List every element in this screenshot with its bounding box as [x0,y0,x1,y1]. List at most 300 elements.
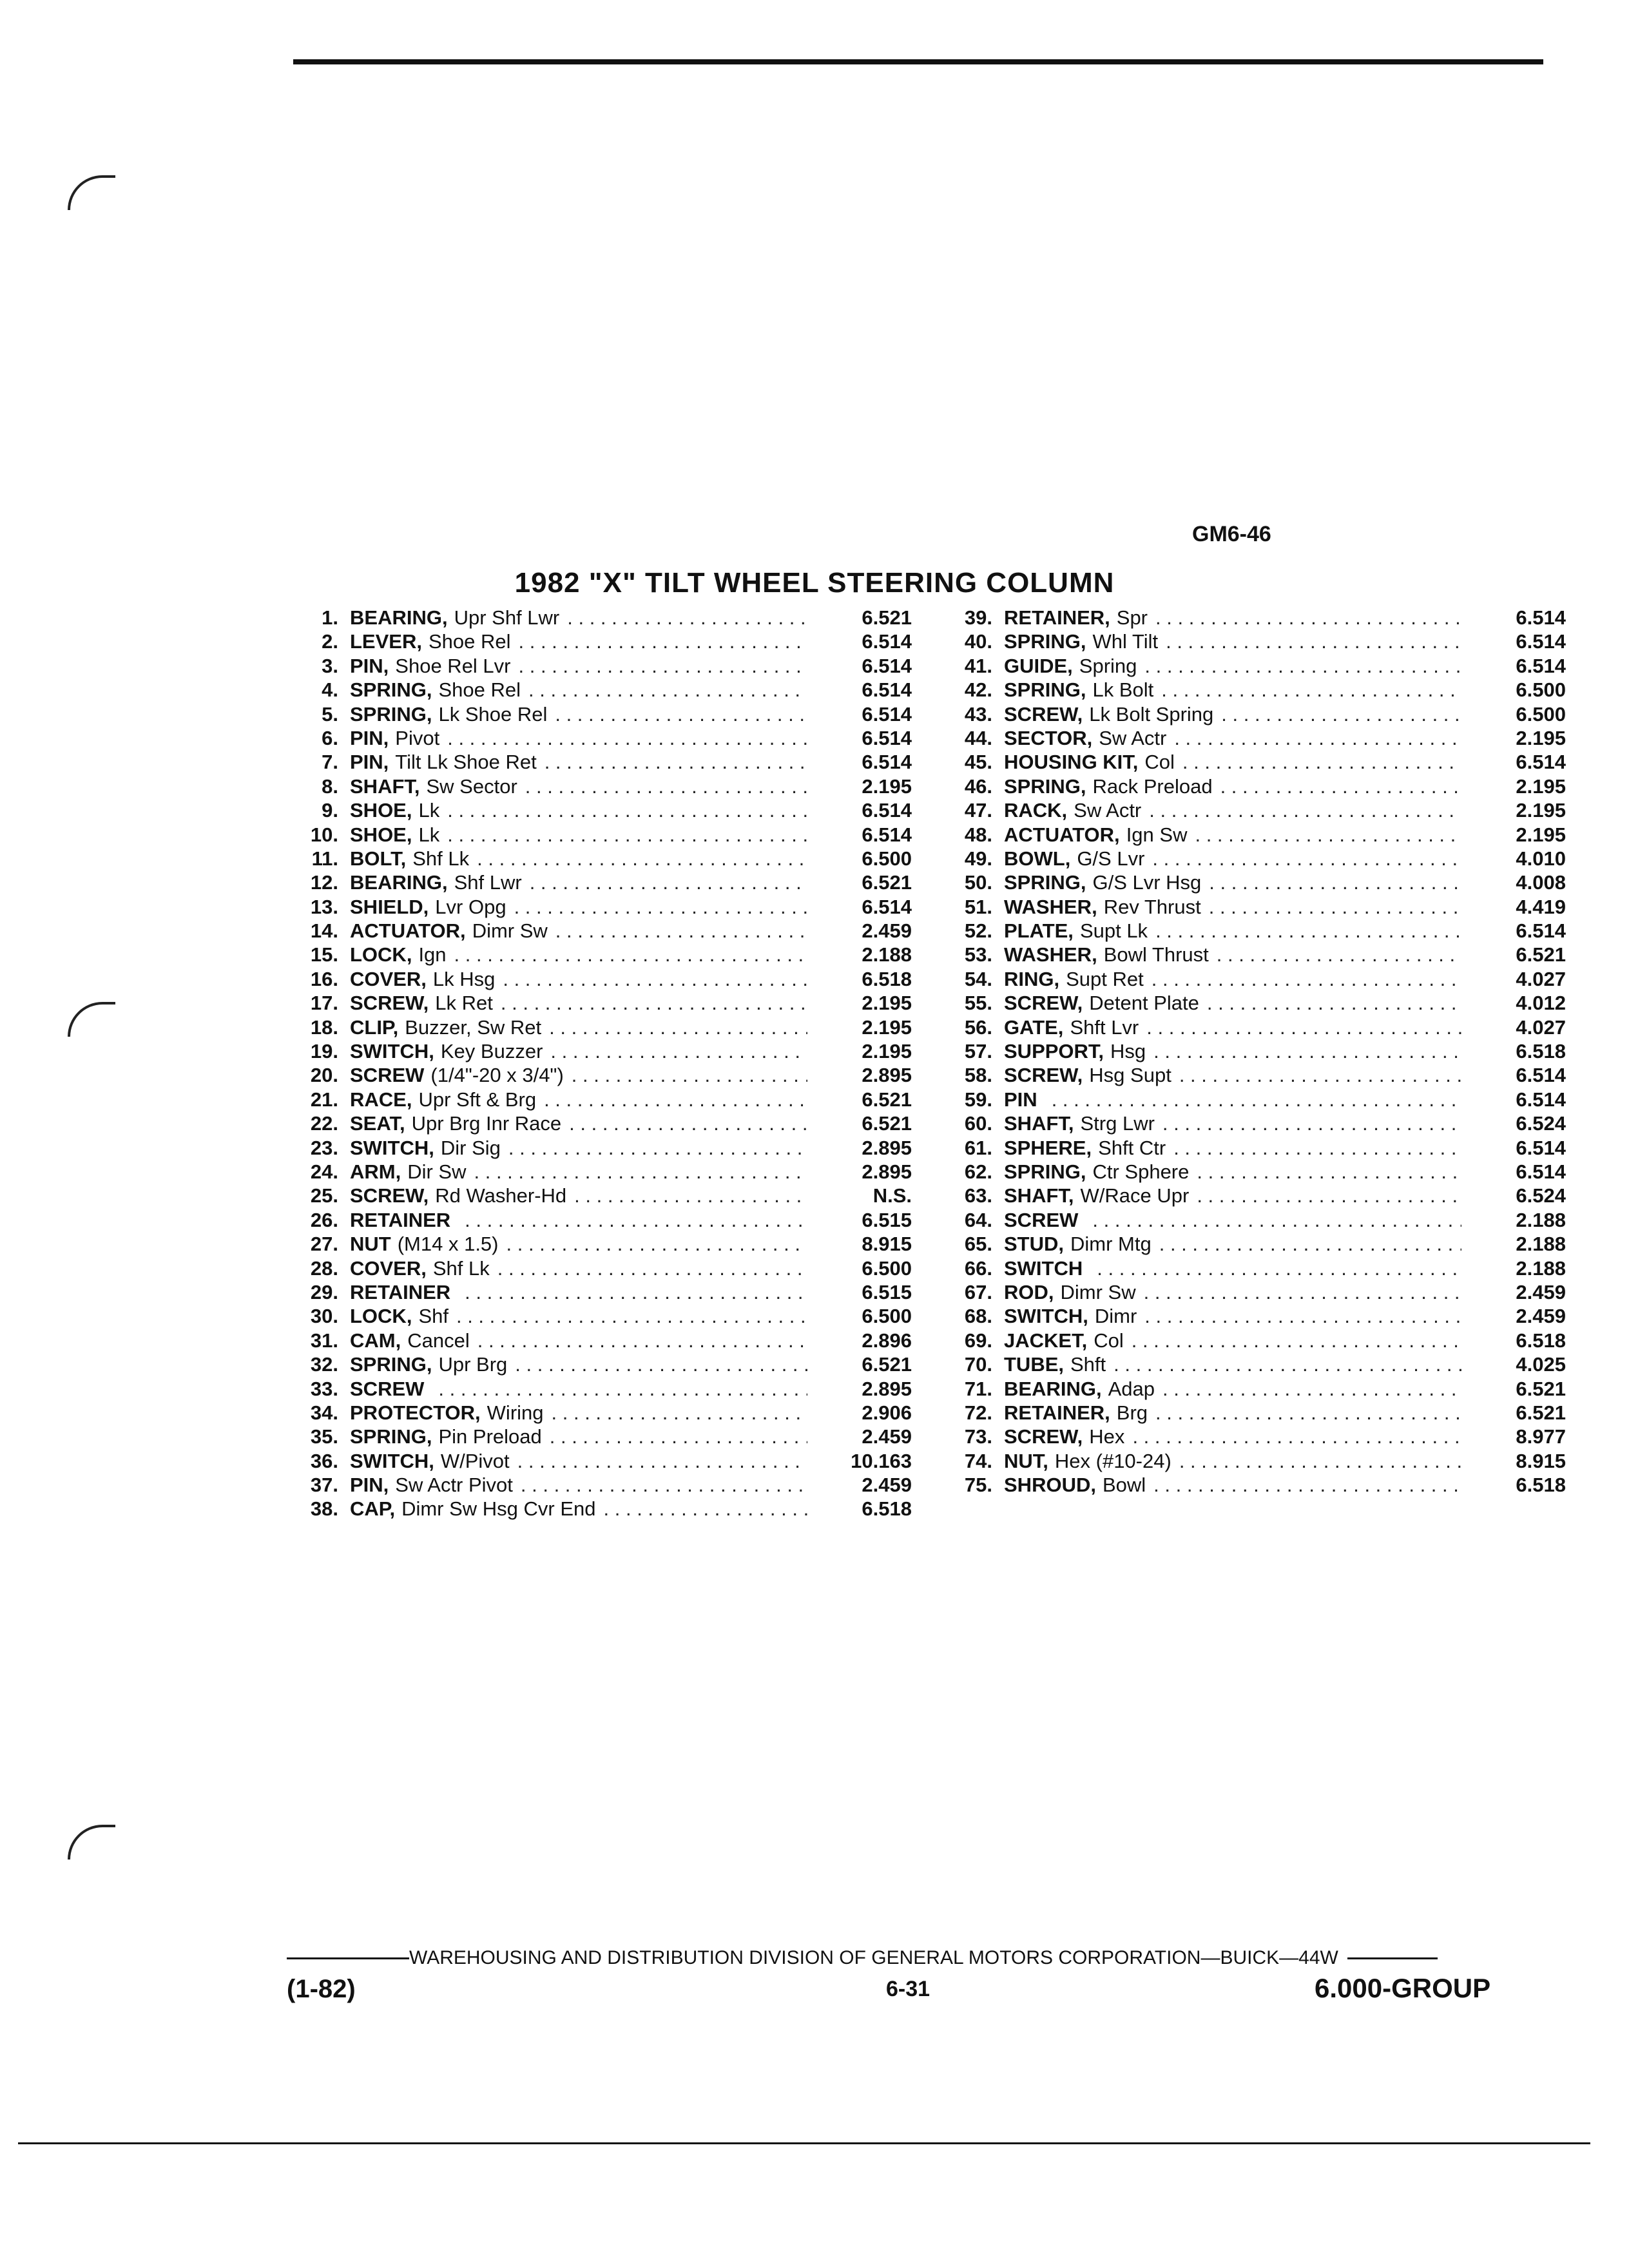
part-number: 34. [310,1401,338,1424]
group-number: 6.521 [1516,943,1566,966]
dot-leader [555,919,807,943]
part-row [287,1136,912,1160]
part-description: Shoe Rel Lvr [395,654,511,677]
part-row [941,726,1566,750]
group-number: 2.459 [1516,1305,1566,1328]
part-name: LOCK, [350,943,412,966]
group-number: 6.500 [862,1305,912,1328]
part-description: Whl Tilt [1092,630,1159,653]
part-row [941,606,1566,629]
part-row [287,1329,912,1352]
part-row [941,1377,1566,1401]
group-number: 4.010 [1516,847,1566,870]
part-row [941,1304,1566,1328]
group-number: 2.906 [862,1401,912,1424]
part-row [287,1401,912,1425]
group-number: 6.518 [1516,1040,1566,1063]
part-name: SWITCH, [350,1449,434,1472]
dot-leader [1197,1160,1461,1184]
part-number: 19. [310,1040,338,1063]
part-row [941,1232,1566,1256]
part-number: 3. [322,654,338,677]
dot-leader [1153,1473,1461,1497]
part-description: Shf Lk [432,1256,490,1280]
part-row [941,1160,1566,1184]
part-number: 48. [964,823,992,846]
part-number: 45. [964,751,992,774]
group-number: 6.500 [862,847,912,870]
dot-leader [1197,1184,1461,1207]
part-number: 52. [964,919,992,943]
dot-leader [1155,919,1461,943]
part-number: 27. [310,1233,338,1256]
part-number: 38. [310,1497,338,1521]
part-description: Lk [418,799,440,822]
part-name: CAP, [350,1497,396,1521]
part-description: Dir Sw [407,1160,467,1183]
group-number: 6.514 [862,678,912,702]
part-description: Lk Shoe Rel [438,702,548,726]
part-number: 63. [964,1184,992,1207]
dot-leader [572,1063,807,1087]
dot-leader [1166,629,1461,653]
part-number: 68. [964,1305,992,1328]
dot-leader [569,1111,807,1135]
dot-leader [1162,1377,1461,1401]
part-description: Lvr Opg [435,895,506,918]
dot-leader [447,798,807,822]
part-name: SCREW, [1004,1425,1083,1448]
part-description: Dimr Sw [1060,1280,1136,1303]
part-number: 16. [310,967,338,990]
group-number: 2.195 [1516,774,1566,798]
part-description: Dimr Mtg [1070,1233,1152,1256]
part-number: 23. [310,1136,338,1159]
part-number: 57. [964,1040,992,1063]
group-number: 2.895 [862,1064,912,1087]
part-row [941,1015,1566,1039]
part-name: PIN, [350,654,389,677]
part-row [941,654,1566,678]
part-row [941,1473,1566,1497]
dot-leader [1153,1039,1461,1063]
part-description: Pivot [395,726,440,749]
dot-leader [1149,798,1461,822]
part-description: Lk Hsg [432,967,496,990]
part-number: 8. [322,774,338,798]
part-description: Lk Bolt [1092,678,1154,702]
part-name: SPRING, [1004,630,1086,653]
part-row [287,1015,912,1039]
dot-leader [1174,726,1461,750]
part-number: 70. [964,1353,992,1376]
part-row [287,1256,912,1280]
dot-leader [567,606,807,629]
part-row [941,750,1566,774]
part-name: RETAINER, [1004,606,1110,629]
part-name: SPHERE, [1004,1136,1092,1159]
part-row [941,847,1566,870]
part-description: Ctr Sphere [1092,1160,1190,1183]
part-name: SCREW [1004,1208,1079,1231]
part-name: CAM, [350,1329,401,1352]
part-row [287,726,912,750]
part-description: Sw Actr [1074,799,1142,822]
part-description: W/Race Upr [1080,1184,1190,1207]
part-row [941,1352,1566,1376]
part-description: Lk Ret [435,992,493,1015]
part-row [941,798,1566,822]
part-row [941,1208,1566,1232]
part-name: SCREW [350,1064,425,1087]
group-number: 8.977 [1516,1425,1566,1448]
part-number: 25. [310,1184,338,1207]
dot-leader [525,774,807,798]
part-row [941,1088,1566,1111]
part-description: Hsg [1110,1040,1146,1063]
part-description: Ign [418,943,447,966]
part-row [287,1449,912,1473]
group-number: 6.518 [862,967,912,990]
part-number: 17. [310,992,338,1015]
part-number: 72. [964,1401,992,1424]
part-row [287,967,912,991]
footer-page-number: 6-31 [886,1977,930,2001]
group-number: 4.025 [1516,1353,1566,1376]
part-name: SPRING, [1004,774,1086,798]
part-number: 60. [964,1112,992,1135]
part-description: Bowl Thrust [1103,943,1209,966]
part-row [941,823,1566,847]
part-row [287,1352,912,1376]
group-number: 6.514 [1516,1064,1566,1087]
part-number: 64. [964,1208,992,1231]
part-number: 55. [964,992,992,1015]
dot-leader [474,1160,808,1184]
group-number: 6.514 [1516,630,1566,653]
part-description: Sw Sector [426,774,517,798]
part-row [941,1136,1566,1160]
part-number: 10. [310,823,338,846]
group-number: 2.895 [862,1160,912,1183]
part-name: PIN, [350,751,389,774]
part-name: STUD, [1004,1233,1064,1256]
part-description: Detent Plate [1089,992,1199,1015]
part-name: PIN, [350,726,389,749]
part-description: Col [1144,751,1175,774]
group-number: 2.188 [862,943,912,966]
dot-leader [456,1304,807,1328]
part-name: SPRING, [1004,871,1086,894]
part-description: Shft Ctr [1098,1136,1166,1159]
part-row [287,1425,912,1448]
part-number: 35. [310,1425,338,1448]
part-name: SUPPORT, [1004,1040,1104,1063]
group-number: 4.027 [1516,1015,1566,1039]
group-number: 2.188 [1516,1256,1566,1280]
part-name: BOLT, [350,847,407,870]
part-description: Shft [1070,1353,1106,1376]
group-number: 2.895 [862,1377,912,1400]
part-number: 62. [964,1160,992,1183]
part-row [287,1377,912,1401]
part-row [941,870,1566,894]
part-row [287,1160,912,1184]
group-number: 2.195 [1516,726,1566,749]
part-description: Shf [418,1305,448,1328]
footer-date: (1-82) [287,1975,356,2003]
page-code: GM6-46 [1192,522,1271,546]
dot-leader [508,1136,807,1160]
part-description: Shft Lvr [1070,1015,1139,1039]
group-number: 6.518 [1516,1474,1566,1497]
bottom-rule [18,2142,1590,2144]
parts-list-right [941,606,1566,1497]
part-description: Brg [1116,1401,1148,1424]
part-name: RETAINER [350,1280,451,1303]
part-number: 43. [964,702,992,726]
footer-division-line [287,1947,1511,1969]
dot-leader [1052,1088,1461,1111]
part-description: Dimr Sw [472,919,548,943]
dot-leader [1152,967,1461,991]
part-name: SCREW, [1004,702,1083,726]
footer-division: WAREHOUSING AND DISTRIBUTION DIVISION OF GENERAL MOTORS CORPORATION—BUICK—44W [409,1947,1338,1968]
group-number: 6.514 [1516,751,1566,774]
part-description: Strg Lwr [1080,1112,1155,1135]
part-name: JACKET, [1004,1329,1088,1352]
part-number: 2. [322,630,338,653]
part-name: ARM, [350,1160,401,1183]
part-number: 14. [310,919,338,943]
part-name: SWITCH, [350,1136,434,1159]
part-description: Supt Ret [1066,967,1144,990]
group-number: 6.521 [1516,1401,1566,1424]
part-row [287,1473,912,1497]
part-name: PIN [1004,1088,1037,1111]
part-description: Shoe Rel [438,678,521,702]
part-description: Supt Lk [1079,919,1148,943]
part-row [287,895,912,919]
part-name: HOUSING KIT, [1004,751,1139,774]
part-number: 56. [964,1015,992,1039]
footer-dash [287,1957,409,1959]
part-description: Buzzer, Sw Ret [405,1015,542,1039]
group-number: 10.163 [851,1449,912,1472]
part-description: Dimr Sw Hsg Cvr End [401,1497,596,1521]
part-name: RETAINER [350,1208,451,1231]
part-name: SWITCH [1004,1256,1083,1280]
part-number: 50. [964,871,992,894]
group-number: 6.521 [862,1112,912,1135]
group-number: 6.514 [862,630,912,653]
part-number: 41. [964,654,992,677]
part-description: Hex [1089,1425,1125,1448]
dot-leader [1207,991,1461,1015]
dot-leader [497,1256,807,1280]
part-number: 4. [322,678,338,702]
part-number: 46. [964,774,992,798]
part-name: SCREW, [1004,1064,1083,1087]
part-description: Rack Preload [1092,774,1213,798]
part-row [941,943,1566,966]
part-row [941,1425,1566,1448]
part-name: COVER, [350,1256,427,1280]
part-row [287,1088,912,1111]
dot-leader [506,1232,808,1256]
part-number: 1. [322,606,338,629]
parts-list-left [287,606,912,1521]
part-row [941,1329,1566,1352]
part-number: 9. [322,799,338,822]
dot-leader [447,726,807,750]
part-name: SHIELD, [350,895,429,918]
part-name: SHAFT, [1004,1184,1074,1207]
part-row [287,750,912,774]
part-row [941,1039,1566,1063]
part-row [287,943,912,966]
dot-leader [515,1352,807,1376]
part-number: 65. [964,1233,992,1256]
group-number: 6.514 [1516,654,1566,677]
dot-leader [517,1449,807,1473]
group-number: 2.896 [862,1329,912,1352]
part-number: 66. [964,1256,992,1280]
dot-leader [1113,1352,1461,1376]
group-number: 2.188 [1516,1208,1566,1231]
part-description: Tilt Lk Shoe Ret [395,751,537,774]
group-number: 6.514 [862,654,912,677]
group-number: 2.195 [862,1040,912,1063]
part-number: 21. [310,1088,338,1111]
part-number: 51. [964,895,992,918]
dot-leader [1162,1111,1461,1135]
part-description: Pin Preload [438,1425,542,1448]
group-number: 6.515 [862,1208,912,1231]
group-number: 4.012 [1516,992,1566,1015]
part-row [941,1063,1566,1087]
dot-leader [1144,1280,1461,1304]
group-number: 6.514 [1516,1088,1566,1111]
part-name: SPRING, [350,1425,432,1448]
part-description: Lk Bolt Spring [1089,702,1214,726]
dot-leader [1179,1449,1461,1473]
part-row [287,702,912,726]
part-number: 5. [322,702,338,726]
part-name: RACK, [1004,799,1068,822]
part-name: NUT [350,1233,391,1256]
part-description: Lk [418,823,440,846]
part-number: 31. [310,1329,338,1352]
part-description: G/S Lvr [1077,847,1145,870]
part-row [941,1449,1566,1473]
dot-leader [1132,1329,1461,1352]
part-number: 42. [964,678,992,702]
dot-leader [545,750,807,774]
part-number: 29. [310,1280,338,1303]
part-description: Upr Brg [438,1353,508,1376]
binder-hole-mark [68,1002,115,1037]
dot-leader [1097,1256,1461,1280]
group-number: 6.518 [1516,1329,1566,1352]
dot-leader [1161,678,1461,702]
part-name: SHOE, [350,823,412,846]
part-number: 28. [310,1256,338,1280]
part-number: 58. [964,1064,992,1087]
group-number: 6.500 [1516,678,1566,702]
group-number: 2.195 [862,992,912,1015]
group-number: 6.514 [862,799,912,822]
dot-leader [1155,1401,1461,1425]
part-name: BEARING, [350,606,448,629]
part-description: Upr Shf Lwr [454,606,560,629]
group-number: 6.521 [862,1353,912,1376]
dot-leader [550,1425,807,1448]
part-row [287,1184,912,1207]
dot-leader [465,1208,807,1232]
part-row [287,774,912,798]
part-number: 24. [310,1160,338,1183]
part-name: ACTUATOR, [350,919,466,943]
dot-leader [1155,606,1461,629]
page-title: 1982 "X" TILT WHEEL STEERING COLUMN [514,567,1115,599]
part-row [287,678,912,702]
part-row [941,1280,1566,1304]
dot-leader [1182,750,1461,774]
part-name: SCREW [350,1377,425,1400]
part-row [287,1111,912,1135]
dot-leader [454,943,807,966]
part-description: Sw Actr [1099,726,1167,749]
part-row [287,654,912,678]
group-number: 6.521 [1516,1377,1566,1400]
part-row [941,1256,1566,1280]
part-description: Cancel [407,1329,470,1352]
dot-leader [1144,654,1461,678]
part-description: Shoe Rel [428,630,511,653]
part-name: CLIP, [350,1015,399,1039]
part-row [941,919,1566,943]
footer-group: 6.000-GROUP [1315,1973,1491,2003]
dot-leader [503,967,807,991]
part-description: Spring [1079,654,1137,677]
part-number: 47. [964,799,992,822]
part-row [941,702,1566,726]
part-name: PLATE, [1004,919,1074,943]
dot-leader [438,1377,807,1401]
dot-leader [1159,1232,1461,1256]
part-description: Bowl [1102,1474,1146,1497]
dot-leader [604,1497,807,1521]
group-number: 2.459 [862,1425,912,1448]
part-number: 20. [310,1064,338,1087]
part-number: 37. [310,1474,338,1497]
part-number: 13. [310,895,338,918]
part-number: 22. [310,1112,338,1135]
part-name: WASHER, [1004,943,1097,966]
part-number: 36. [310,1449,338,1472]
part-row [287,919,912,943]
part-description: Col [1094,1329,1124,1352]
part-name: PIN, [350,1474,389,1497]
part-name: TUBE, [1004,1353,1064,1376]
group-number: 2.459 [1516,1280,1566,1303]
part-description: Sw Actr Pivot [395,1474,513,1497]
part-number: 11. [311,847,338,870]
dot-leader [477,847,807,870]
group-number: 4.419 [1516,895,1566,918]
dot-leader [1220,774,1461,798]
